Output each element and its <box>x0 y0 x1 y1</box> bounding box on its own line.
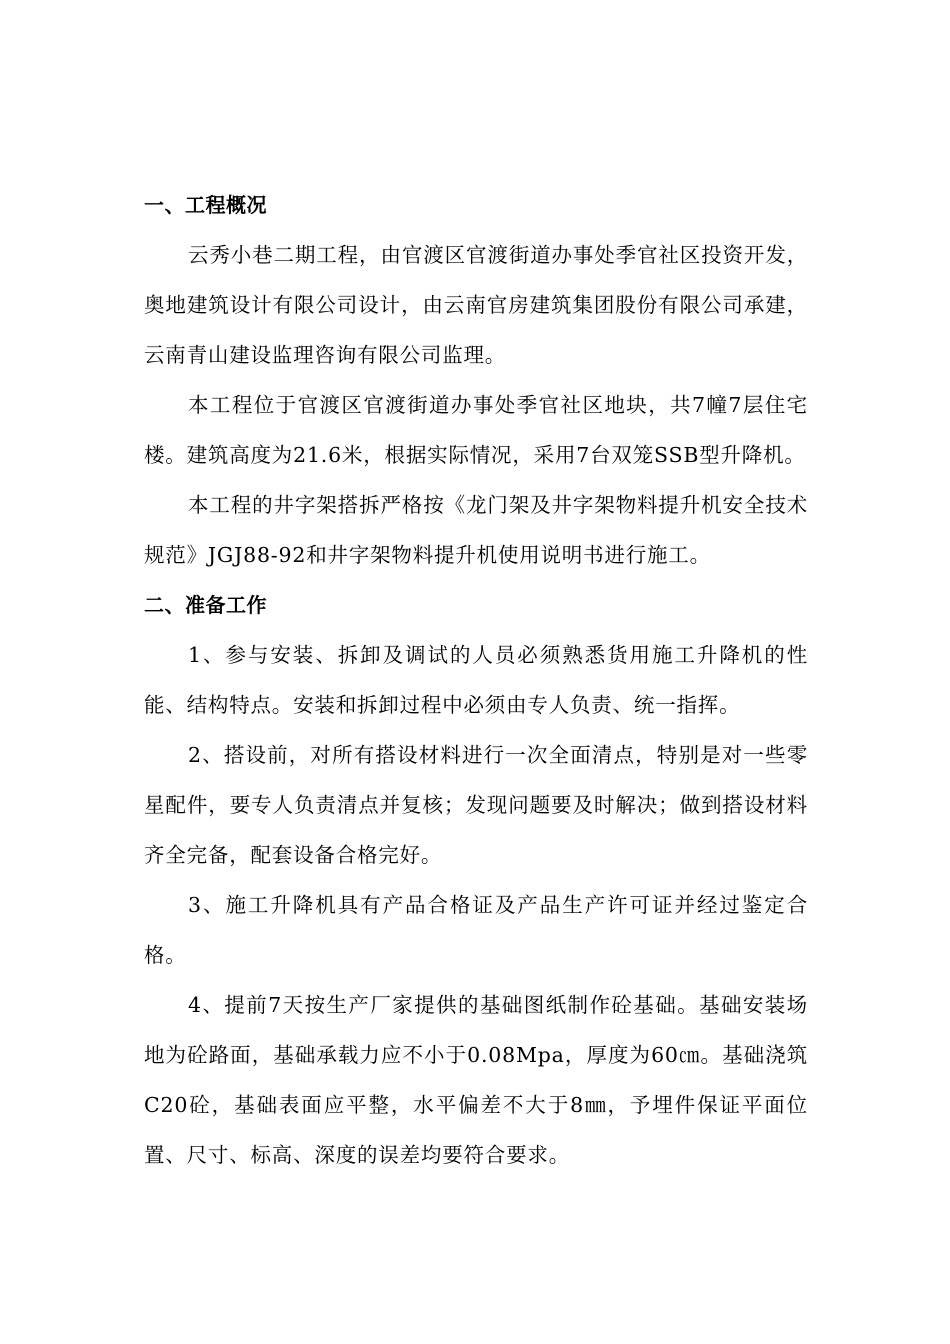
overview-paragraph-2: 本工程位于官渡区官渡街道办事处季官社区地块，共7幢7层住宅楼。建筑高度为21.6米，根据实际情况，采用7台双笼SSB型升降机。 <box>144 393 808 467</box>
preparation-item-4: 4、提前7天按生产厂家提供的基础图纸制作砼基础。基础安装场地为砼路面，基础承载力应不小于0.08Mpa，厚度为60㎝。基础浇筑C20砼，基础表面应平整，水平偏差不大于8㎜，予埋件保证平面位置、尺寸、标高、深度的误差均要符合要求。 <box>144 993 808 1167</box>
preparation-item-3: 3、施工升降机具有产品合格证及产品生产许可证并经过鉴定合格。 <box>144 893 808 967</box>
preparation-item-2: 2、搭设前，对所有搭设材料进行一次全面清点，特别是对一些零星配件，要专人负责清点并复核；发现问题要及时解决；做到搭设材料齐全完备，配套设备合格完好。 <box>144 743 808 867</box>
overview-paragraph-3: 本工程的井字架搭拆严格按《龙门架及井字架物料提升机安全技术规范》JGJ88-92和井字架物料提升机使用说明书进行施工。 <box>144 493 808 567</box>
section-heading-preparation: 二、准备工作 <box>144 593 267 617</box>
section-heading-overview: 一、工程概况 <box>144 193 267 217</box>
document-body <box>144 180 808 1180</box>
preparation-item-1: 1、参与安装、拆卸及调试的人员必须熟悉货用施工升降机的性能、结构特点。安装和拆卸过程中必须由专人负责、统一指挥。 <box>144 643 808 717</box>
overview-paragraph-1: 云秀小巷二期工程，由官渡区官渡街道办事处季官社区投资开发，奥地建筑设计有限公司设计，由云南官房建筑集团股份有限公司承建，云南青山建设监理咨询有限公司监理。 <box>144 243 808 367</box>
